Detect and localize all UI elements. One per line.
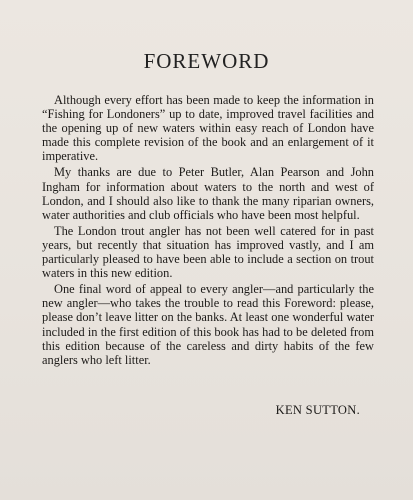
paragraph-4: One final word of appeal to every angler—and particularly the new angler—who takes the trouble to read this Foreword: please, please don’t leave litter on the banks. At least one wonderful water included in the first edition of this book has had to be deleted from this edition because of the careless and dirty habits of the few anglers who left litter. [42, 282, 374, 367]
author-signature: KEN SUTTON. [275, 403, 360, 417]
paragraph-2: My thanks are due to Peter Butler, Alan Pearson and John Ingham for information about waters to the north and west of London, and I should also like to thank the many riparian owners, water authorities and club officials who have been most helpful. [42, 165, 374, 222]
paragraph-1: Although every effort has been made to keep the information in “Fishing for Londoners” up to date, improved travel facilities and the opening up of new waters within easy reach of London have made this complete revision of the book and an enlargement of it imperative. [42, 93, 374, 164]
foreword-body [42, 93, 374, 369]
page-title: FOREWORD [143, 49, 270, 73]
paragraph-3: The London trout angler has not been well catered for in past years, but recently that situation has improved vastly, and I am particularly pleased to have been able to include a section on trout waters in this new edition. [42, 223, 374, 281]
